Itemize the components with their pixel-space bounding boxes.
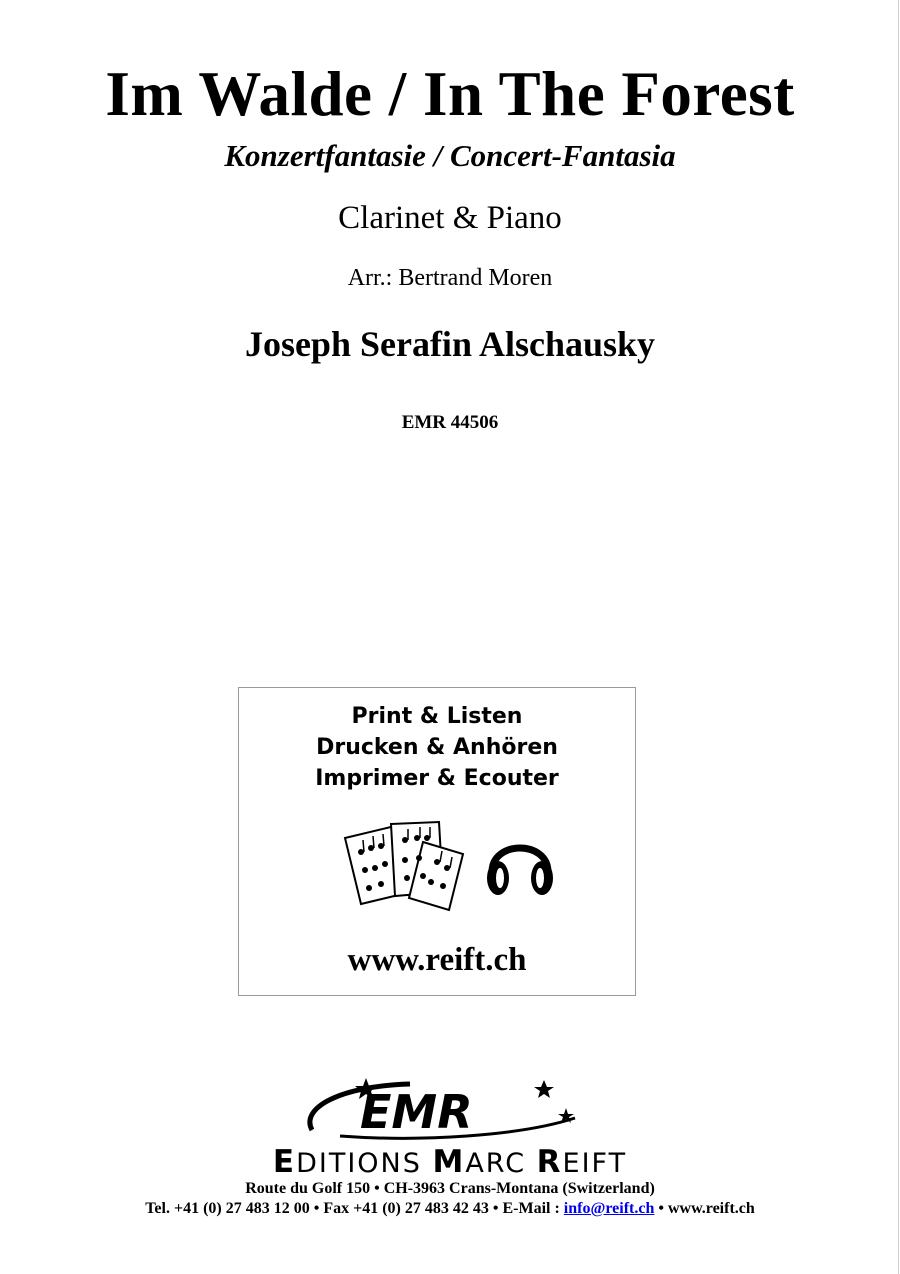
publisher-name-rest-2: ARC: [465, 1148, 537, 1179]
emr-logo: [300, 1078, 600, 1140]
publisher-contact: [0, 1200, 900, 1218]
page-edge: [898, 0, 899, 1274]
contact-phone-fax: Tel. +41 (0) 27 483 12 00 • Fax +41 (0) 27 483 42 43 • E-Mail :: [145, 1200, 564, 1217]
score-subtitle: Konzertfantasie / Concert-Fantasia: [224, 138, 676, 173]
promo-url[interactable]: www.reift.ch: [347, 942, 527, 978]
contact-website: • www.reift.ch: [654, 1200, 755, 1217]
promo-line-english: Print & Listen: [351, 704, 523, 729]
email-link[interactable]: info@reift.ch: [563, 1200, 655, 1217]
emr-logo-text: EMR: [360, 1085, 473, 1139]
publisher-name-cap-2: M: [432, 1144, 466, 1180]
publisher-name-cap-3: R: [536, 1144, 563, 1180]
score-title: Im Walde / In The Forest: [105, 59, 795, 129]
sheet-music-icon: [339, 818, 469, 913]
publisher-name: [0, 1144, 900, 1180]
arranger: Arr.: Bertrand Moren: [347, 265, 553, 291]
publisher-address: Route du Golf 150 • CH-3963 Crans-Montana (Switzerland): [245, 1180, 655, 1197]
publisher-name-rest-1: DITIONS: [296, 1148, 433, 1179]
catalog-number: EMR 44506: [401, 412, 499, 433]
publisher-name-cap-1: E: [272, 1144, 297, 1180]
composer: Joseph Serafin Alschausky: [244, 324, 656, 364]
promo-line-french: Imprimer & Ecouter: [315, 766, 559, 791]
publisher-name-rest-3: EIFT: [562, 1148, 628, 1179]
promo-line-german: Drucken & Anhören: [316, 735, 558, 760]
headphones-icon: [484, 828, 556, 900]
instrumentation: Clarinet & Piano: [338, 200, 562, 236]
print-listen-box: [238, 687, 636, 996]
